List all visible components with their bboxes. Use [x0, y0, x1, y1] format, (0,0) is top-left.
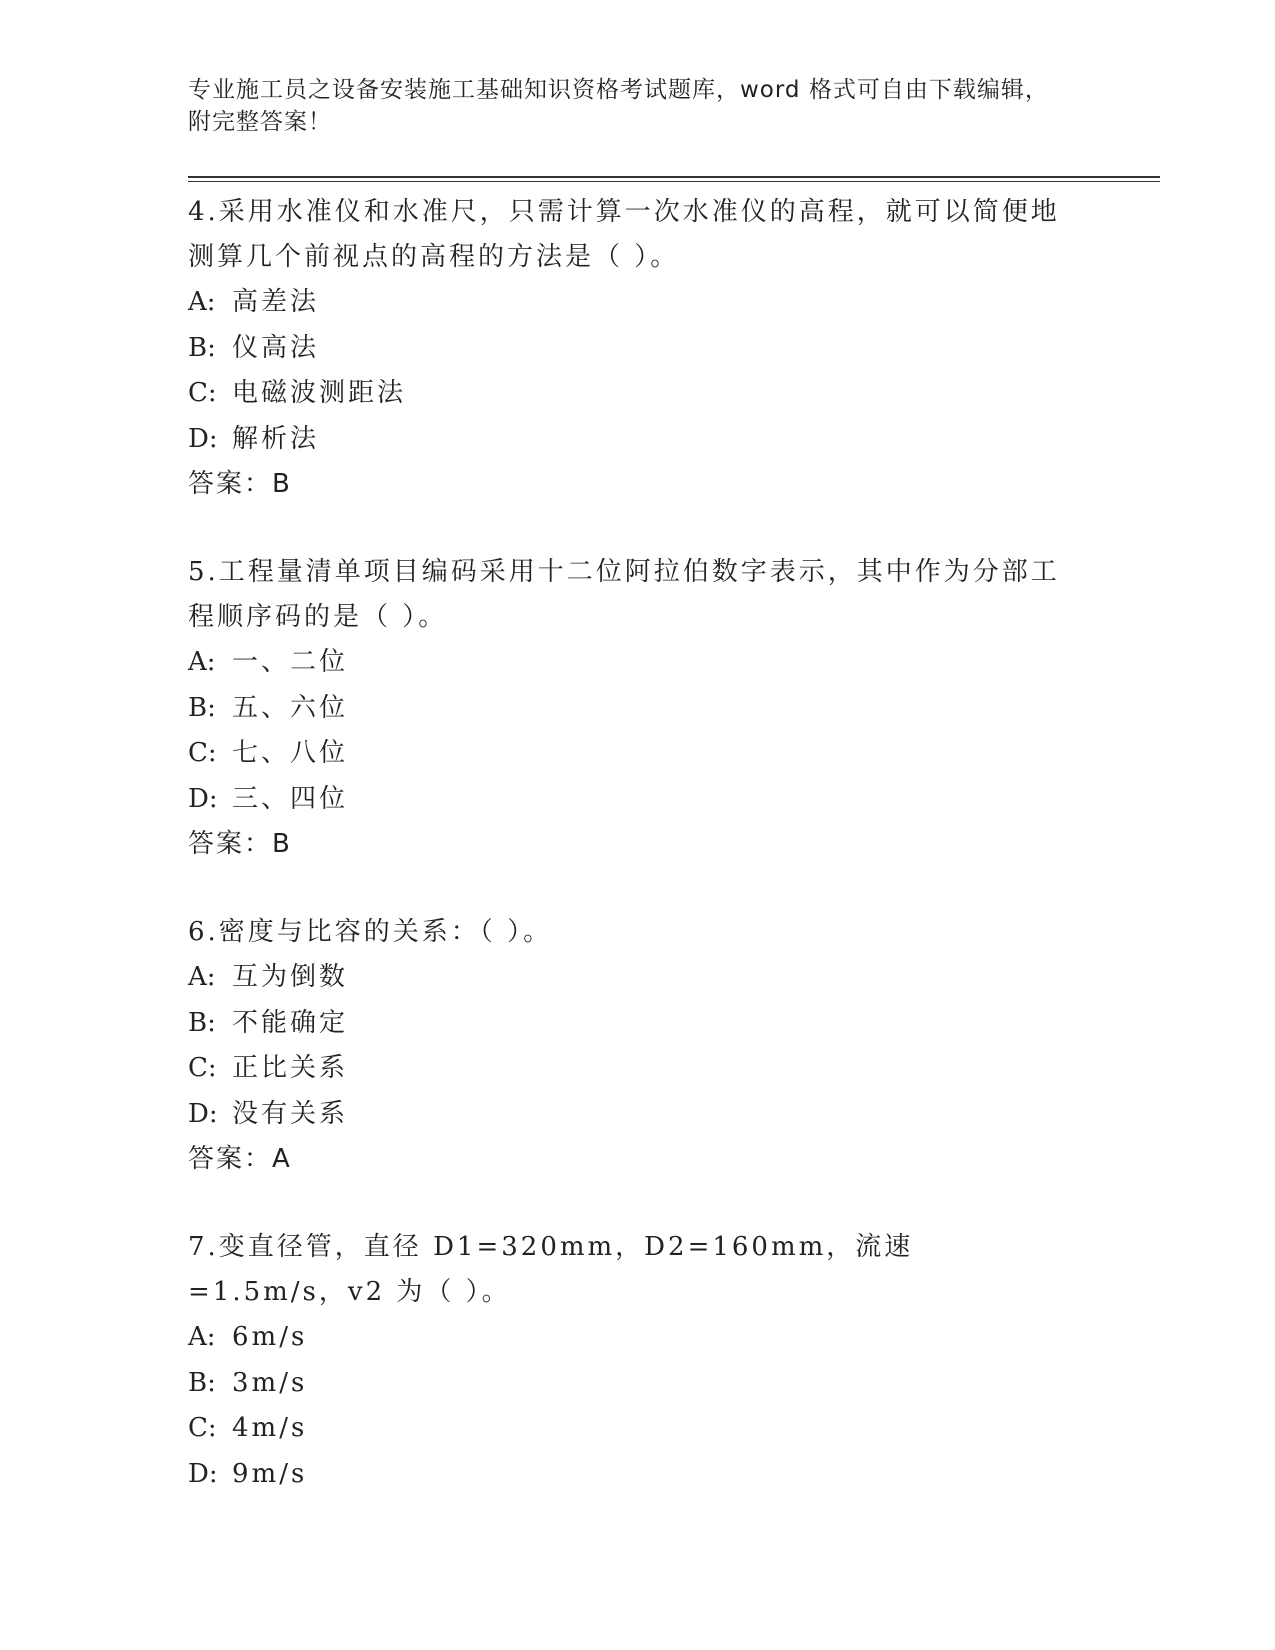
option-d — [188, 1092, 1068, 1138]
option-label: D: — [188, 1098, 218, 1129]
question-stem-line: 测算几个前视点的高程的方法是（ ）。 — [188, 242, 680, 272]
option-a — [188, 1315, 1068, 1361]
option-a — [188, 955, 1068, 1001]
option-label: B: — [188, 1007, 216, 1038]
document-header — [188, 74, 1088, 138]
question-spacer — [188, 1182, 1068, 1225]
option-label: D: — [188, 1458, 218, 1489]
question-stem-line: 4.采用水准仪和水准尺，只需计算一次水准仪的高程，就可以简便地 — [188, 197, 1060, 227]
option-text: 一、二位 — [232, 647, 349, 677]
option-text: 没有关系 — [232, 1098, 349, 1129]
option-d — [188, 777, 1068, 823]
option-label: A: — [188, 287, 216, 317]
option-a — [188, 280, 1068, 326]
option-label: B: — [188, 1367, 216, 1398]
option-label: D: — [188, 783, 218, 814]
option-text: 4m/s — [232, 1413, 308, 1443]
option-label: A: — [188, 1322, 216, 1352]
option-label: C: — [188, 738, 217, 768]
question-spacer — [188, 507, 1068, 550]
option-text: 高差法 — [232, 287, 320, 317]
option-text: 不能确定 — [232, 1007, 349, 1038]
option-text: 仪高法 — [232, 332, 320, 363]
question-stem-line: 6.密度与比容的关系：（ ）。 — [188, 917, 553, 947]
option-text: 互为倒数 — [232, 962, 349, 992]
option-label: A: — [188, 962, 216, 992]
answer-line: 答案：B — [188, 469, 292, 499]
question-stem-line: 5.工程量清单项目编码采用十二位阿拉伯数字表示，其中作为分部工 — [188, 557, 1060, 587]
option-label: B: — [188, 692, 216, 723]
option-label: C: — [188, 378, 217, 408]
question-stem-line: 程顺序码的是（ ）。 — [188, 602, 448, 632]
option-c — [188, 1406, 1068, 1452]
option-text: 五、六位 — [232, 692, 349, 723]
question-4 — [188, 190, 1068, 507]
option-b — [188, 1361, 1068, 1407]
question-spacer — [188, 867, 1068, 910]
question-stem-line: 7.变直径管，直径 D1=320mm，D2=160mm，流速=1.5m/s，v2 为（ ）。 — [188, 1232, 914, 1307]
answer-line: 答案：A — [188, 1144, 292, 1174]
option-text: 3m/s — [232, 1367, 308, 1398]
option-b — [188, 686, 1068, 732]
option-label: B: — [188, 332, 216, 363]
question-5 — [188, 550, 1068, 867]
option-d — [188, 1452, 1068, 1498]
option-a — [188, 640, 1068, 686]
option-text: 解析法 — [232, 423, 320, 454]
question-6 — [188, 910, 1068, 1182]
option-d — [188, 417, 1068, 463]
option-b — [188, 1001, 1068, 1047]
option-text: 七、八位 — [232, 738, 349, 768]
option-c — [188, 1046, 1068, 1092]
option-label: D: — [188, 423, 218, 454]
option-text: 电磁波测距法 — [232, 378, 407, 408]
header-line-1: 专业施工员之设备安装施工基础知识资格考试题库，word 格式可自由下载编辑， — [188, 77, 1049, 103]
option-c — [188, 731, 1068, 777]
option-text: 三、四位 — [232, 783, 349, 814]
option-b — [188, 326, 1068, 372]
header-rule-thick — [188, 176, 1160, 178]
header-line-2: 附完整答案！ — [188, 109, 332, 135]
question-7 — [188, 1225, 1068, 1497]
header-rule-thin — [188, 181, 1160, 182]
option-text: 6m/s — [232, 1322, 308, 1352]
option-text: 9m/s — [232, 1458, 308, 1489]
question-list — [188, 190, 1068, 1497]
option-text: 正比关系 — [232, 1053, 349, 1083]
option-label: A: — [188, 647, 216, 677]
option-c — [188, 371, 1068, 417]
option-label: C: — [188, 1413, 217, 1443]
answer-line: 答案：B — [188, 829, 292, 859]
option-label: C: — [188, 1053, 217, 1083]
